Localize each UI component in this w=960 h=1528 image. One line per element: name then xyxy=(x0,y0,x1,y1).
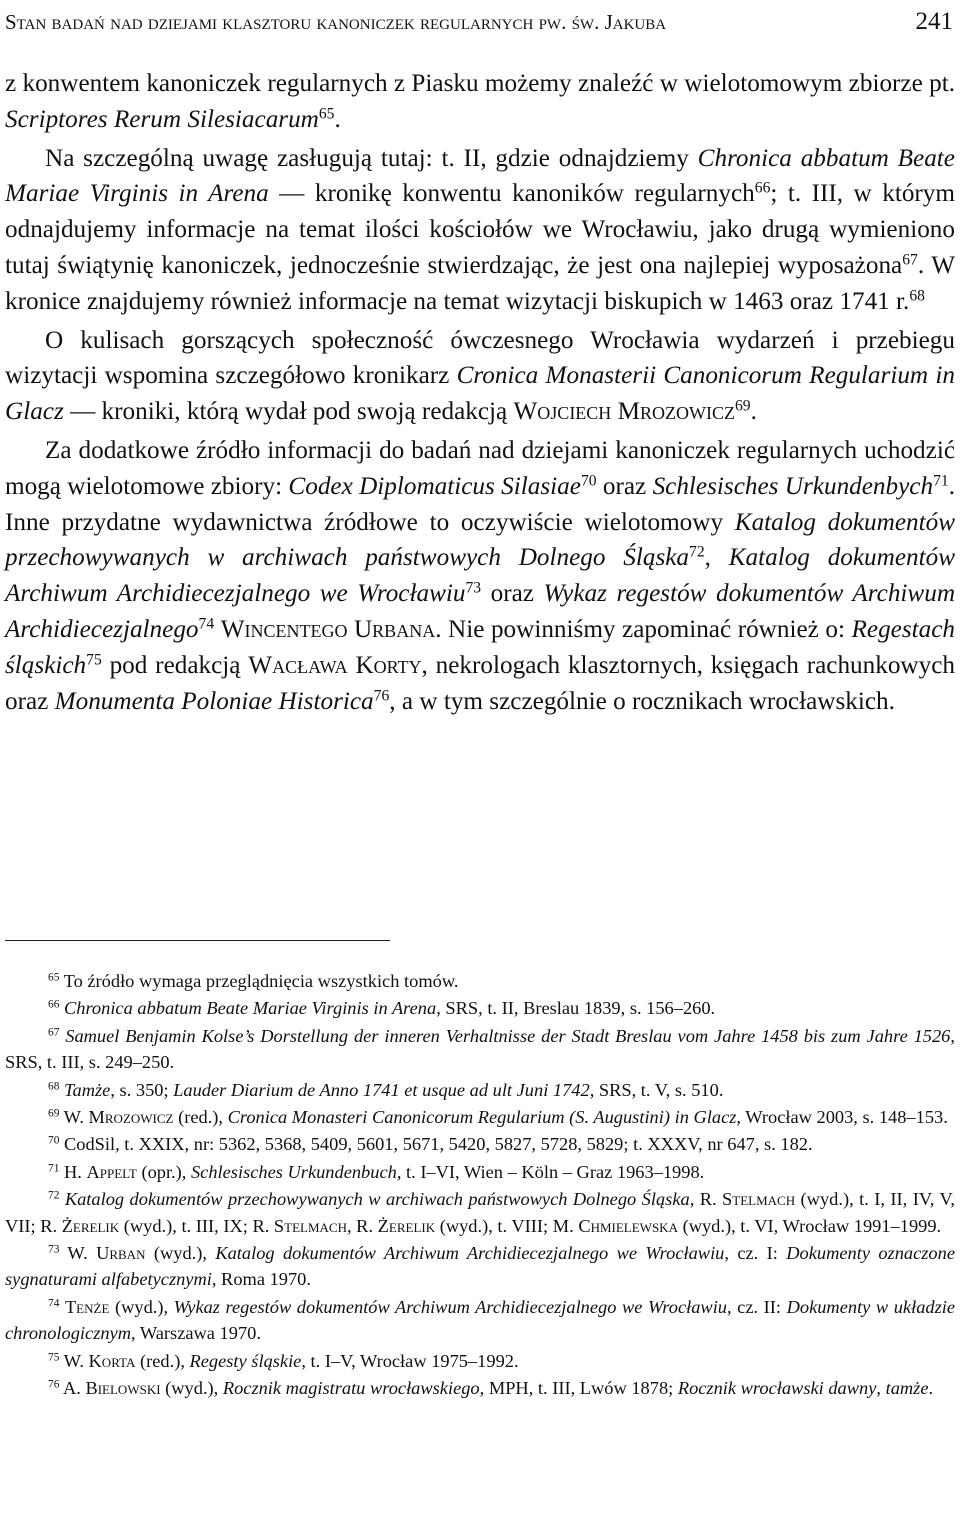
footnote-ref[interactable]: 75 xyxy=(86,651,102,669)
footnote: $^{75}$ W. Korta (red.), Regesty śląskie, t. I–V, Wrocław 1975–1992. xyxy=(48,1350,519,1371)
main-text xyxy=(5,66,955,719)
footnote-ref[interactable]: 72 xyxy=(689,543,705,561)
footnote: $^{67}$ Samuel Benjamin Kolse’s Dorstellung der inneren Verhaltnisse der Stadt Breslau vom Jahre 1458 bis zum Jahre 1526, SRS, t. III, s. 249–250. xyxy=(5,1025,955,1073)
author-name: Wincentego Urbana xyxy=(220,615,436,643)
footnote: $^{72}$ Katalog dokumentów przechowywanych w archiwach państwowych Dolnego Śląska, R. Stelmach (wyd.), t. I, II, IV, V, VII; R. Żerelik (wyd.), t. III, IX; R. Stelmach, R. Żerelik (wyd.), t. VIII; M. Chmielewska (wyd.), t. VI, Wrocław 1991–1999. xyxy=(5,1189,955,1236)
paragraph: Za dodatkowe źródło informacji do badań nad dziejami kanoniczek regularnych uchodzić mogą wielotomowe zbiory: Codex Diplomaticus Silasiae$^{70}$ oraz Schlesisches Urkundenbych$^{71}$. Inne przydatne wydawnictwa źródłowe to oczywiście wielotomowy Katalog dokumentów przechowywanych w archiwach państwowych Dolnego Śląska$^{72}$, Katalog dokumentów Archiwum Archidiecezjalnego we Wrocławiu$^{73}$ oraz Wykaz regestów dokumentów Archiwum Archidiecezjalnego$^{74}$ Wincentego Urbana. Nie powinniśmy zapominać również o: Regestach śląskich$^{75}$ pod redakcją Wacława Korty, nekrologach klasztornych, księgach rachunkowych oraz Monumenta Poloniae Historica$^{76}$, a w tym szczególnie o rocznikach wrocławskich. xyxy=(5,436,956,715)
footnote-ref[interactable]: 76 xyxy=(373,686,390,704)
footnote-ref[interactable]: 68 xyxy=(909,287,925,305)
footnote: $^{73}$ W. Urban (wyd.), Katalog dokumentów Archiwum Archidiecezjalnego we Wrocławiu, cz. I: Dokumenty oznaczone sygnaturami alfabetycznymi, Roma 1970. xyxy=(5,1243,955,1290)
footnotes xyxy=(5,968,955,1403)
footnote: $^{66}$ Chronica abbatum Beate Mariae Virginis in Arena, SRS, t. II, Breslau 1839, s. 156–260. xyxy=(48,998,716,1019)
footnote-ref[interactable]: 70 xyxy=(580,472,597,490)
running-header xyxy=(5,4,953,40)
footnote: $^{71}$ H. Appelt (opr.), Schlesisches Urkundenbuch, t. I–VI, Wien – Köln – Graz 1963–1998. xyxy=(48,1161,705,1182)
footnote: $^{65}$ To źródło wymaga przeglądnięcia wszystkich tomów. xyxy=(48,971,459,991)
footnote-ref[interactable]: 74 xyxy=(198,615,215,633)
running-title: Stan badań nad dziejami klasztoru kanoniczek regularnych pw. św. Jakuba xyxy=(5,10,667,34)
footnote-ref[interactable]: 73 xyxy=(465,579,482,597)
footnote-ref[interactable]: 66 xyxy=(754,179,771,197)
author-name: Wacława Korty xyxy=(248,651,422,679)
footnote: $^{70}$ CodSil, t. XXIX, nr: 5362, 5368, 5409, 5601, 5671, 5420, 5827, 5728, 5829; t. XXXV, nr 647, s. 182. xyxy=(48,1134,813,1155)
paragraph: Na szczególną uwagę zasługują tutaj: t. II, gdzie odnajdziemy Chronica abbatum Beate Mariae Virginis in Arena — kronikę konwentu kanoników regularnych$^{66}$; t. III, w którym odnajdujemy informacje na temat ilości kościołów we Wrocławiu, jako drugą wymieniono tutaj świątynię kanoniczek, jednocześnie stwierdzając, że jest ona najlepiej wyposażona$^{67}$. W kronice znajdujemy również informacje na temat wizytacji biskupich w 1463 oraz 1741 r.$^{68}$ xyxy=(5,144,955,315)
page-number: 241 xyxy=(915,8,953,35)
paragraph: O kulisach gorszących społeczność ówczesnego Wrocławia wydarzeń i przebiegu wizytacji wspomina szczegółowo kronikarz Cronica Monasterii Canonicorum Regularium in Glacz — kroniki, którą wydał pod swoją redakcją Wojciech Mrozowicz$^{69}$. xyxy=(5,326,955,426)
footnote-ref[interactable]: 67 xyxy=(902,251,918,269)
footnote: $^{69}$ W. Mrozowicz (red.), Cronica Monasteri Canonicorum Regularium (S. Augustini) in Glacz, Wrocław 2003, s. 148–153. xyxy=(48,1107,948,1128)
footnote: $^{76}$ A. Bielowski (wyd.), Rocznik magistratu wrocławskiego, MPH, t. III, Lwów 1878; Rocznik wrocławski dawny, tamże. xyxy=(48,1378,934,1399)
footnote: $^{68}$ Tamże, s. 350; Lauder Diarium de Anno 1741 et usque ad ult Juni 1742, SRS, t. V, s. 510. xyxy=(48,1079,724,1100)
footnote-ref[interactable]: 71 xyxy=(933,472,949,490)
footnote-ref[interactable]: 69 xyxy=(734,397,751,415)
author-name: Wojciech Mrozowicz xyxy=(513,398,735,426)
paragraph: z konwentem kanoniczek regularnych z Piasku możemy znaleźć w wielotomowym zbiorze pt. Scriptores Rerum Silesiacarum$^{65}$. xyxy=(5,70,955,133)
footnote: $^{74}$ Tenże (wyd.), Wykaz regestów dokumentów Archiwum Archidiecezjalnego we Wrocławiu, cz. II: Dokumenty w układzie chronologicznym, Warszawa 1970. xyxy=(5,1296,956,1344)
footnote-ref[interactable]: 65 xyxy=(318,105,335,123)
footnote-separator xyxy=(5,940,390,941)
